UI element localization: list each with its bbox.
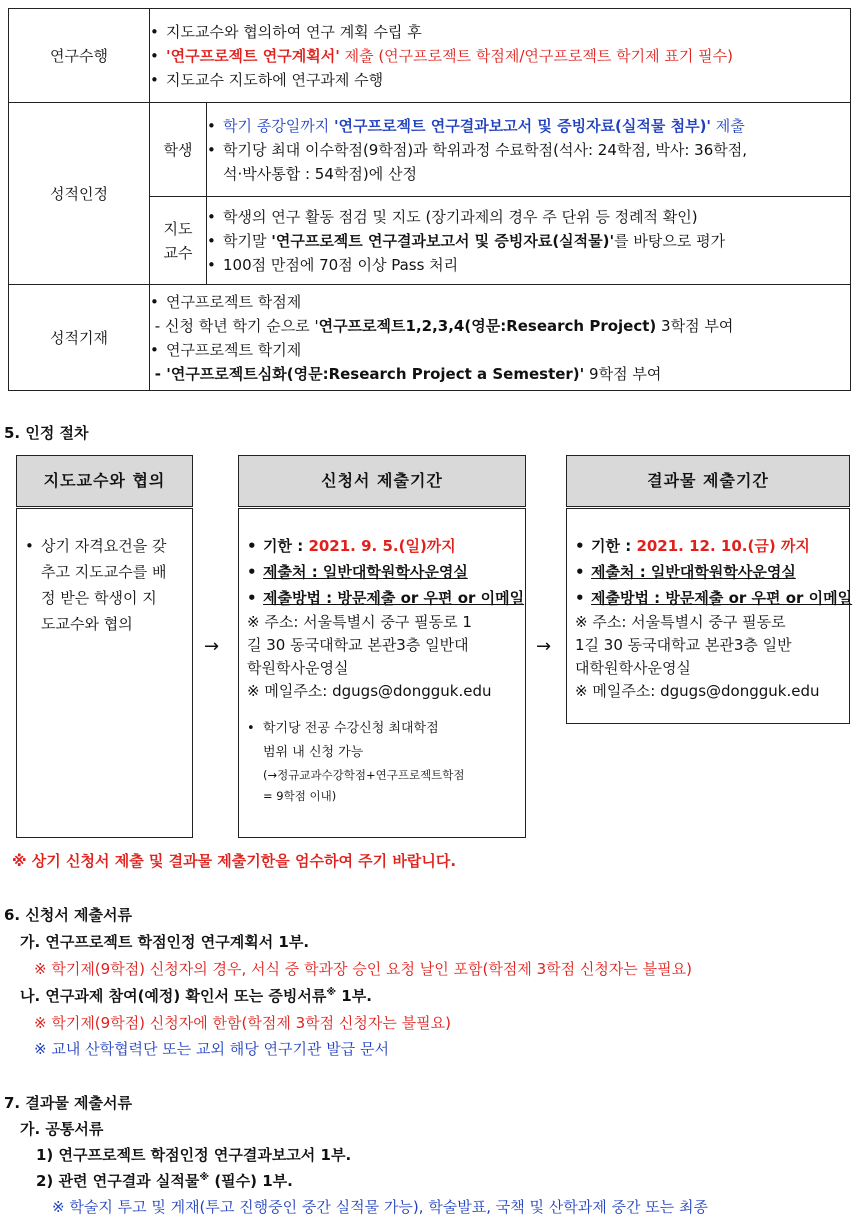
prof-cell: • 학생의 연구 활동 점검 및 지도 (장기과제의 경우 주 단위 등 정례적 확인) • 학기말 '연구프로젝트 연구결과보고서 및 증빙자료(실적물)'를 바탕으로 평가 • 100점 만점에 70점 이상 Pass 처리 bbox=[207, 197, 851, 285]
record-item-2-bold: 연구프로젝트1,2,3,4(영문:Research Project) bbox=[318, 316, 657, 335]
box1-line-4: 도교수와 협의 bbox=[41, 615, 133, 633]
box3-method: 제출방법 : 방문제출 or 우편 or 이메일 bbox=[591, 589, 853, 607]
student-label: 학생 bbox=[150, 103, 207, 197]
student-item-1-rest: 제출 bbox=[711, 116, 745, 135]
sec6-item-a: 가. 연구프로젝트 학점인정 연구계획서 1부. bbox=[20, 933, 310, 951]
prof-item-3: 100점 만점에 70점 이상 Pass 처리 bbox=[223, 255, 459, 274]
record-cell: • 연구프로젝트 학점제 - 신청 학년 학기 순으로 '연구프로젝트1,2,3,4(영문:Research Project) 3학점 부여 • 연구프로젝트 학기제 - '연구프로젝트심화(영문:Research Project a Semester)' 9학점 부여 bbox=[150, 285, 851, 391]
box2-note-2: 범위 내 신청 가능 bbox=[263, 745, 364, 760]
arrow-2-icon: → bbox=[536, 636, 552, 657]
section-6-title: 6. 신청서 제출서류 bbox=[4, 906, 133, 924]
prof-item-1: 학생의 연구 활동 점검 및 지도 (장기과제의 경우 주 단위 등 정례적 확인) bbox=[223, 207, 698, 226]
student-cell: • 학기 종강일까지 '연구프로젝트 연구결과보고서 및 증빙자료(실적물 첨부)' 제출 • 학기당 최대 이수학점(9학점)과 학위과정 수료학점(석사: 24학점, 박사: 36학점, 석·박사통합 : 54학점)에 산정 bbox=[207, 103, 851, 197]
record-item-2-pre: - 신청 학년 학기 순으로 ' bbox=[154, 316, 319, 335]
prof-label-1: 지도 bbox=[163, 219, 193, 238]
sec6-item-b bbox=[20, 985, 372, 1006]
section-5-title: 5. 인정 절차 bbox=[4, 424, 89, 442]
sec7-item-a: 가. 공통서류 bbox=[20, 1120, 104, 1138]
prof-item-2-bold: '연구프로젝트 연구결과보고서 및 증빙자료(실적물)' bbox=[271, 231, 615, 250]
deadline-warning: ※ 상기 신청서 제출 및 결과물 제출기한을 엄수하여 주기 바랍니다. bbox=[12, 852, 457, 870]
box3-title: 결과물 제출기간 bbox=[566, 455, 850, 507]
student-item-3: 석·박사통합 : 54학점)에 산정 bbox=[223, 164, 417, 183]
sec6-item-b-note-1: ※ 학기제(9학점) 신청자에 한함(학점제 3학점 신청자는 불필요) bbox=[34, 1014, 451, 1032]
box1-line-2: 추고 지도교수를 배 bbox=[41, 563, 167, 581]
sec7-item-2-sup: ※ bbox=[199, 1172, 210, 1183]
record-item-4-bold: '연구프로젝트심화(영문:Research Project a Semester)' bbox=[166, 364, 585, 383]
record-item-4-rest: 9학점 부여 bbox=[584, 364, 662, 383]
info-table bbox=[8, 8, 851, 391]
prof-label-2: 교수 bbox=[163, 243, 193, 262]
record-item-3: 연구프로젝트 학기제 bbox=[166, 340, 302, 359]
record-item-1: 연구프로젝트 학점제 bbox=[166, 292, 302, 311]
box3-body: • 기한 : 2021. 12. 10.(금) 까지 • 제출처 : 일반대학원학사운영실 • 제출방법 : 방문제출 or 우편 or 이메일 ※ 주소: 서울특별시 중구 필동로 1길 30 동국대학교 본관3층 일반 대학원학사운영실 ※ 메일주소: dgugs@dongguk.edu bbox=[566, 508, 850, 724]
box3-mail: ※ 메일주소: dgugs@dongguk.edu bbox=[575, 682, 820, 700]
box2-addr-2: 길 30 동국대학교 본관3층 일반대 bbox=[247, 636, 469, 654]
box1-title: 지도교수와 협의 bbox=[16, 455, 193, 507]
row-label-research: 연구수행 bbox=[9, 9, 150, 103]
arrow-1-icon: → bbox=[204, 636, 220, 657]
research-item-2-bold: '연구프로젝트 연구계획서' bbox=[166, 46, 340, 65]
sec7-item-1: 1) 연구프로젝트 학점인정 연구결과보고서 1부. bbox=[36, 1146, 352, 1164]
box3-addr-1: ※ 주소: 서울특별시 중구 필동로 bbox=[575, 613, 786, 631]
student-item-1-bold: '연구프로젝트 연구결과보고서 및 증빙자료(실적물 첨부)' bbox=[333, 116, 712, 135]
row-label-grade: 성적인정 bbox=[9, 103, 150, 285]
box2-deadline-label: 기한 : bbox=[263, 537, 309, 555]
row-label-record: 성적기재 bbox=[9, 285, 150, 391]
box2-note-4: = 9학점 이내) bbox=[263, 789, 337, 803]
sec7-item-2-post: (필수) 1부. bbox=[209, 1172, 293, 1190]
box3-deadline: 2021. 12. 10.(금) 까지 bbox=[636, 537, 810, 555]
box3-addr-3: 대학원학사운영실 bbox=[575, 659, 691, 677]
sec7-item-2-pre: 2) 관련 연구결과 실적물 bbox=[36, 1172, 200, 1190]
research-item-2-rest: 제출 (연구프로젝트 학점제/연구프로젝트 학기제 표기 필수) bbox=[339, 46, 733, 65]
box3-place: 제출처 : 일반대학원학사운영실 bbox=[591, 563, 796, 581]
box2-mail: ※ 메일주소: dgugs@dongguk.edu bbox=[247, 682, 492, 700]
sec6-item-b-sup: ※ bbox=[326, 987, 337, 998]
record-item-2-rest: 3학점 부여 bbox=[656, 316, 734, 335]
box1-body: • 상기 자격요건을 갖 추고 지도교수를 배 정 받은 학생이 지 도교수와 협의 bbox=[16, 508, 193, 838]
box2-addr-3: 학원학사운영실 bbox=[247, 659, 349, 677]
record-item-4-pre: - bbox=[154, 364, 167, 383]
box2-method: 제출방법 : 방문제출 or 우편 or 이메일 bbox=[263, 589, 525, 607]
sec6-item-b-post: 1부. bbox=[336, 987, 372, 1005]
sec7-item-2 bbox=[36, 1170, 293, 1191]
box2-place: 제출처 : 일반대학원학사운영실 bbox=[263, 563, 468, 581]
research-item-3: 지도교수 지도하에 연구과제 수행 bbox=[166, 70, 384, 89]
section-7-title: 7. 결과물 제출서류 bbox=[4, 1094, 133, 1112]
box2-body: • 기한 : 2021. 9. 5.(일)까지 • 제출처 : 일반대학원학사운영실 • 제출방법 : 방문제출 or 우편 or 이메일 ※ 주소: 서울특별시 중구 필동로 1 길 30 동국대학교 본관3층 일반대 학원학사운영실 ※ 메일주소: dgugs@dongguk.edu • 학기당 전공 수강신청 최대학점 범위 내 신청 가능 (→정규교과수강학점+연구프로젝트학점 = 9학점 이내) bbox=[238, 508, 526, 838]
prof-item-2-rest: 를 바탕으로 평가 bbox=[614, 231, 726, 250]
student-item-2: 학기당 최대 이수학점(9학점)과 학위과정 수료학점(석사: 24학점, 박사: 36학점, bbox=[223, 140, 748, 159]
prof-label bbox=[150, 197, 207, 285]
sec6-item-a-note: ※ 학기제(9학점) 신청자의 경우, 서식 중 학과장 승인 요청 날인 포함(학점제 3학점 신청자는 불필요) bbox=[34, 960, 692, 978]
research-item-1: 지도교수와 협의하여 연구 계획 수립 후 bbox=[166, 22, 422, 41]
box2-title: 신청서 제출기간 bbox=[238, 455, 526, 507]
sec7-item-2-note: ※ 학술지 투고 및 게재(투고 진행중인 중간 실적물 가능), 학술발표, 국책 및 산학과제 중간 또는 최종 bbox=[52, 1198, 708, 1216]
box2-deadline: 2021. 9. 5.(일)까지 bbox=[308, 537, 456, 555]
box2-note-3: (→정규교과수강학점+연구프로젝트학점 bbox=[263, 768, 465, 782]
prof-item-2-pre: 학기말 bbox=[223, 231, 272, 250]
box1-line-3: 정 받은 학생이 지 bbox=[41, 589, 157, 607]
sec6-item-b-note-2: ※ 교내 산학협력단 또는 교외 해당 연구기관 발급 문서 bbox=[34, 1040, 390, 1058]
sec6-item-b-pre: 나. 연구과제 참여(예정) 확인서 또는 증빙서류 bbox=[20, 987, 327, 1005]
box3-addr-2: 1길 30 동국대학교 본관3층 일반 bbox=[575, 636, 792, 654]
box1-line-1: 상기 자격요건을 갖 bbox=[41, 537, 167, 555]
box2-addr-1: ※ 주소: 서울특별시 중구 필동로 1 bbox=[247, 613, 472, 631]
box2-note-1: 학기당 전공 수강신청 최대학점 bbox=[263, 721, 439, 736]
research-cell: • 지도교수와 협의하여 연구 계획 수립 후 • '연구프로젝트 연구계획서' 제출 (연구프로젝트 학점제/연구프로젝트 학기제 표기 필수) • 지도교수 지도하에 연구과제 수행 bbox=[150, 9, 851, 103]
box3-deadline-label: 기한 : bbox=[591, 537, 637, 555]
student-item-1-pre: 학기 종강일까지 bbox=[223, 116, 334, 135]
